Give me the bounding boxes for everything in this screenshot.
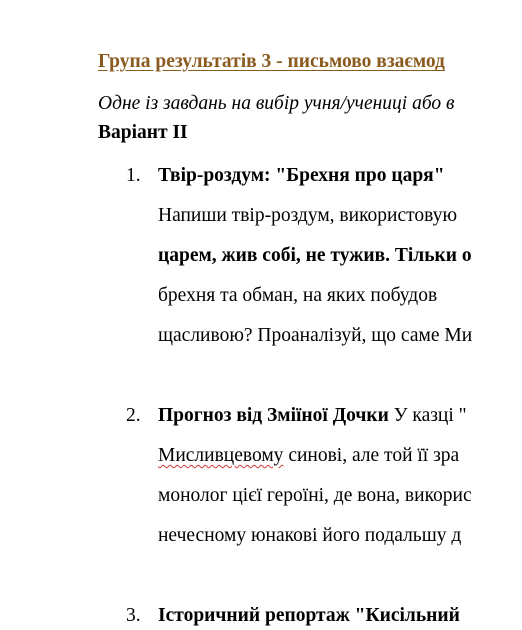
section-heading: Група результатів 3 - письмово взаємод (98, 51, 445, 72)
item-2-title-tail: У казці " (388, 405, 467, 426)
item-1-line-3: брехня та обман, на яких побудов (158, 285, 438, 306)
item-1-title: Твір-роздум: "Брехня про царя" (158, 165, 445, 186)
item-2-line-1 (158, 444, 459, 468)
item-2-title: Прогноз від Зміїної Дочки (158, 405, 389, 426)
assignment-intro: Одне із завдань на вибір учня/учениці або в (98, 93, 455, 114)
item-1-number: 1. (126, 165, 141, 186)
item-2-line-3: нечесному юнакові його подальшу д (158, 525, 462, 546)
variant-label: Варіант ІІ (98, 122, 188, 143)
item-3-number: 3. (126, 605, 141, 626)
item-3-title: Історичний репортаж "Кисільний (158, 605, 460, 626)
item-2-number: 2. (126, 405, 141, 426)
item-1-line-1: Напиши твір-роздум, використовую (158, 205, 458, 226)
spellcheck-flagged-word: Мисливцевому (158, 445, 284, 466)
item-2-line-1-rest: синові, але той її зра (283, 445, 460, 466)
item-1-line-4: щасливою? Проаналізуй, що саме Ми (158, 325, 473, 346)
item-2-line-2: монолог цієї героїні, де вона, викорис (158, 485, 472, 506)
item-1-line-2: царем, жив собі, не тужив. Тільки о (158, 245, 472, 266)
item-2-title-line (158, 404, 467, 428)
